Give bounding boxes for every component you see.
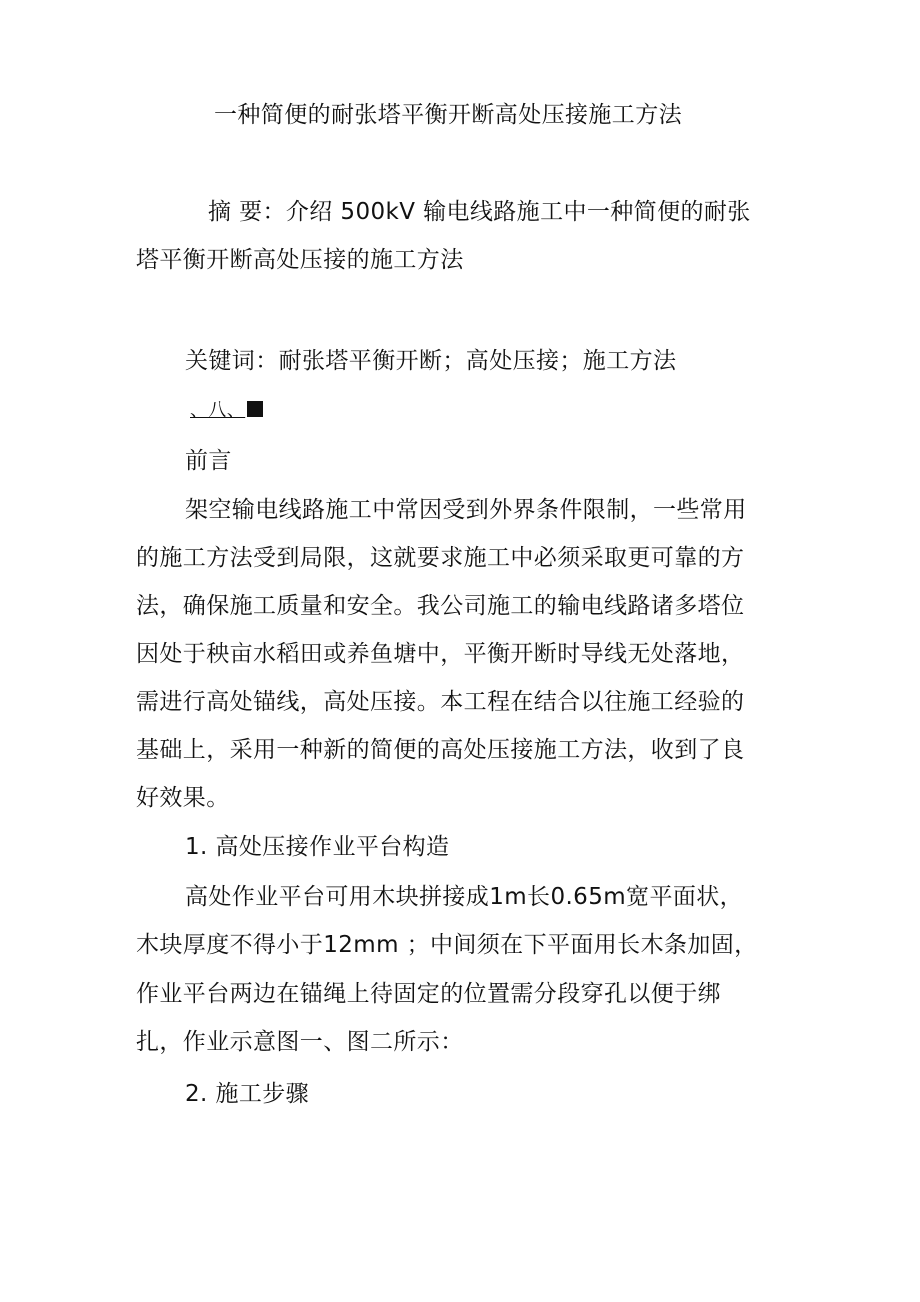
paragraph-line: 木块厚度不得小于12mm ；中间须在下平面用长木条加固，	[136, 932, 758, 958]
paragraph-line: 扎，作业示意图一、图二所示：	[136, 1029, 464, 1055]
black-square-icon	[247, 401, 263, 417]
stray-marks-text: 、八、	[190, 400, 246, 421]
foreword-heading: 前言	[185, 448, 232, 474]
stray-marks	[190, 398, 263, 424]
paragraph-line: 架空输电线路施工中常因受到外界条件限制，一些常用	[185, 497, 747, 523]
paragraph-line: 高处作业平台可用木块拼接成1m长0.65m宽平面状，	[185, 884, 744, 910]
paragraph-line: 因处于秧亩水稻田或养鱼塘中，平衡开断时导线无处落地，	[136, 641, 745, 667]
keywords: 关键词：耐张塔平衡开断；高处压接；施工方法	[185, 348, 677, 374]
paragraph-line: 基础上，采用一种新的简便的高处压接施工方法，收到了良	[136, 737, 745, 763]
paragraph-line: 作业平台两边在锚绳上待固定的位置需分段穿孔以便于绑	[136, 981, 721, 1007]
paragraph-line: 法，确保施工质量和安全。我公司施工的输电线路诸多塔位	[136, 593, 745, 619]
paragraph-line: 需进行高处锚线，高处压接。本工程在结合以往施工经验的	[136, 689, 745, 715]
abstract-line-2: 塔平衡开断高处压接的施工方法	[136, 247, 464, 273]
section-heading-2: 2. 施工步骤	[185, 1081, 310, 1107]
paragraph-line: 好效果。	[136, 785, 230, 811]
abstract-line-1: 摘 要：介绍 500kV 输电线路施工中一种简便的耐张	[208, 199, 751, 225]
section-heading-1: 1. 高处压接作业平台构造	[185, 834, 450, 860]
paragraph-line: 的施工方法受到局限，这就要求施工中必须采取更可靠的方	[136, 545, 745, 571]
document-title: 一种简便的耐张塔平衡开断高处压接施工方法	[214, 102, 682, 128]
